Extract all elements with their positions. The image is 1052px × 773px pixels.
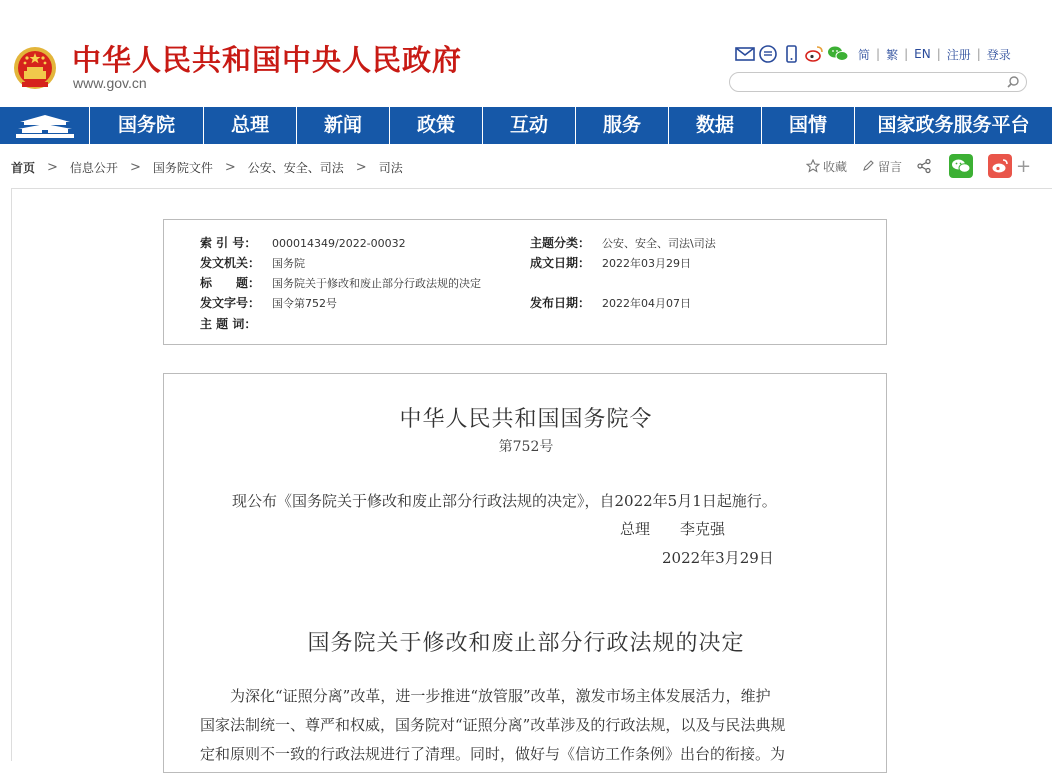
breadcrumb-item[interactable]: 公安、安全、司法 [247, 161, 344, 175]
more-share-icon[interactable]: + [1016, 155, 1032, 177]
signer-text: 总理 李克强 [620, 520, 726, 538]
meta-value: 公安、安全、司法\司法 [602, 237, 716, 250]
meta-title [200, 274, 481, 291]
chat-icon[interactable] [758, 44, 778, 64]
nav-item-interaction[interactable]: 互动 [483, 107, 576, 144]
meta-topic [530, 234, 716, 251]
separator: | [936, 47, 941, 61]
nav-item-news[interactable]: 新闻 [297, 107, 390, 144]
document-metadata [163, 219, 887, 345]
search-box [729, 72, 1027, 92]
body-paragraph-line: 国家法制统一、尊严和权威，国务院对“证照分离”改革涉及的行政法规，以及与民法典规 [200, 716, 786, 734]
national-emblem-icon[interactable] [12, 44, 58, 92]
mobile-icon[interactable] [781, 44, 801, 64]
article-tools [806, 154, 1031, 178]
wechat-icon[interactable] [827, 44, 849, 64]
meta-label: 主 题 词： [200, 317, 257, 331]
share-weibo-button[interactable] [988, 154, 1012, 178]
meta-value: 2022年03月29日 [602, 257, 691, 270]
comment-label: 留言 [878, 159, 903, 174]
site-url[interactable]: www.gov.cn [73, 75, 147, 91]
nav-home[interactable] [0, 107, 90, 144]
separator: | [976, 47, 981, 61]
site-header [0, 0, 1052, 107]
meta-keywords [200, 315, 272, 332]
share-wechat-button[interactable] [949, 154, 973, 178]
meta-value: 2022年04月07日 [602, 297, 691, 310]
meta-value: 国务院 [272, 257, 305, 270]
breadcrumb [11, 159, 403, 176]
nav-item-data[interactable]: 数据 [669, 107, 762, 144]
meta-date-made [530, 254, 691, 271]
lang-simplified-link[interactable]: 简 [858, 47, 871, 62]
star-icon [806, 159, 820, 173]
login-link[interactable]: 登录 [986, 47, 1011, 62]
nav-item-national-info[interactable]: 国情 [762, 107, 855, 144]
search-icon[interactable] [1006, 75, 1020, 89]
lang-english-link[interactable]: EN [914, 47, 931, 61]
mail-icon[interactable] [735, 44, 755, 64]
lang-traditional-link[interactable]: 繁 [886, 47, 899, 62]
separator: | [876, 47, 881, 61]
meta-value: 000014349/2022-00032 [272, 237, 406, 250]
sign-date-text: 2022年3月29日 [662, 549, 774, 567]
meta-issuer [200, 254, 305, 271]
order-number: 第752号 [498, 439, 554, 455]
tiananmen-icon [14, 113, 76, 139]
meta-value: 国令第752号 [272, 297, 337, 310]
pen-icon [861, 159, 875, 173]
meta-pub-date [530, 294, 691, 311]
meta-value: 国务院关于修改和废止部分行政法规的决定 [272, 277, 481, 290]
weibo-icon [991, 158, 1009, 174]
nav-item-services[interactable]: 服务 [576, 107, 669, 144]
breadcrumb-item[interactable]: 信息公开 [69, 161, 118, 175]
meta-label: 成文日期： [530, 256, 591, 270]
announcement-text: 现公布《国务院关于修改和废止部分行政法规的决定》，自2022年5月1日起施行。 [232, 492, 777, 510]
body-paragraph-line: 为深化“证照分离”改革，进一步推进“放管服”改革，激发市场主体发展活力，维护 [230, 687, 771, 705]
breadcrumb-item[interactable]: 司法 [378, 161, 403, 175]
meta-label: 主题分类： [530, 236, 591, 250]
comment-button[interactable] [861, 158, 902, 175]
document-body [163, 373, 887, 773]
breadcrumb-home[interactable]: 首页 [11, 161, 36, 175]
decision-title: 国务院关于修改和废止部分行政法规的决定 [307, 631, 745, 656]
site-title[interactable]: 中华人民共和国中央人民政府 [72, 43, 463, 77]
nav-item-premier[interactable]: 总理 [204, 107, 297, 144]
chevron-right-icon: > [224, 160, 236, 175]
meta-label: 索 引 号： [200, 236, 257, 250]
meta-label: 发文字号： [200, 296, 261, 310]
breadcrumb-item[interactable]: 国务院文件 [152, 161, 213, 175]
chevron-right-icon: > [47, 160, 58, 175]
share-icon [916, 158, 932, 174]
meta-label: 发布日期： [530, 296, 591, 310]
register-link[interactable]: 注册 [946, 47, 971, 62]
nav-item-state-council[interactable]: 国务院 [90, 107, 204, 144]
nav-item-service-platform[interactable]: 国家政务服务平台 [877, 114, 1030, 136]
wechat-icon [951, 158, 971, 174]
meta-index [200, 234, 406, 251]
share-button[interactable] [916, 158, 935, 174]
chevron-right-icon: > [129, 160, 141, 175]
weibo-icon[interactable] [804, 44, 824, 64]
search-input[interactable] [740, 74, 1004, 94]
chevron-right-icon: > [355, 160, 367, 175]
separator: | [904, 47, 909, 61]
body-paragraph-line: 定和原则不一致的行政法规进行了清理。同时，做好与《信访工作条例》出台的衔接。为 [200, 745, 786, 763]
main-nav [0, 107, 1052, 144]
favorite-label: 收藏 [823, 159, 848, 174]
order-title: 中华人民共和国国务院令 [399, 407, 653, 432]
favorite-button[interactable] [806, 158, 847, 175]
language-links [858, 46, 1011, 63]
meta-label: 发文机关： [200, 256, 261, 270]
nav-item-policy[interactable]: 政策 [390, 107, 483, 144]
top-toolbar [735, 44, 1011, 64]
meta-label: 标 题： [200, 276, 261, 290]
meta-doc-number [200, 294, 337, 311]
